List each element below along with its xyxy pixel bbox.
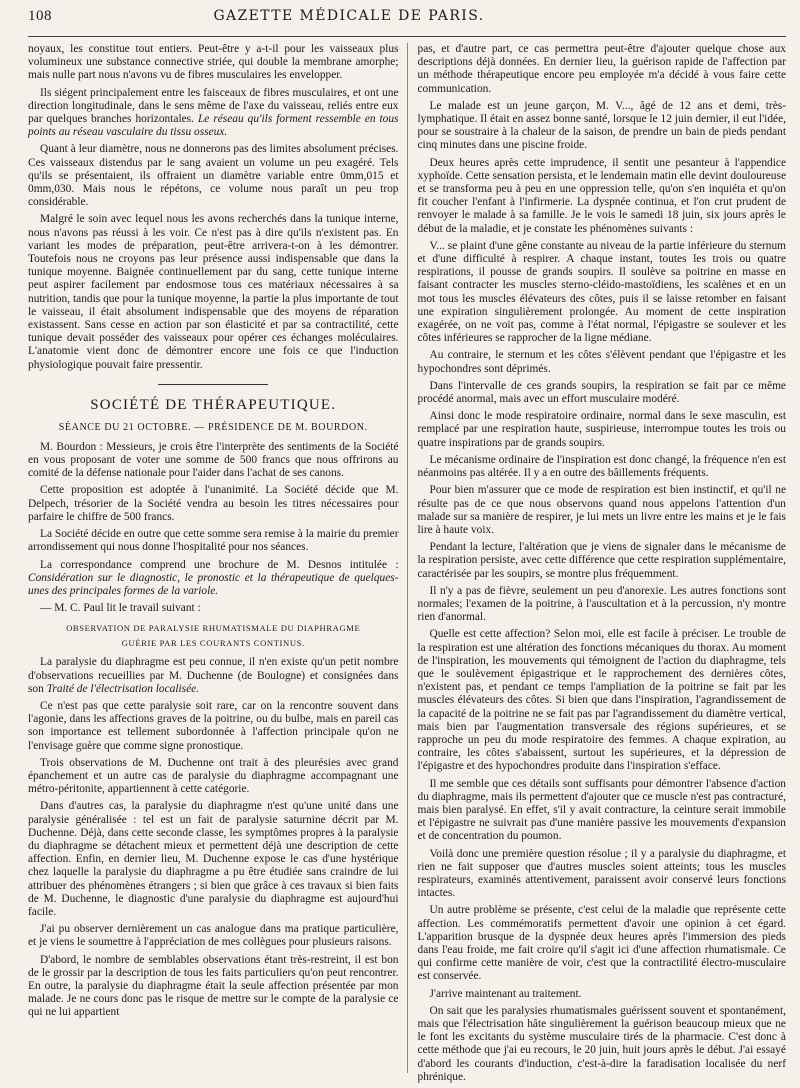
running-head: GAZETTE MÉDICALE DE PARIS. [213, 8, 485, 24]
session-heading: SÉANCE DU 21 OCTOBRE. — PRÉSIDENCE DE M. BOURDON. [58, 421, 368, 433]
page-number: 108 [28, 8, 52, 24]
paragraph: noyaux, les constitue tout entiers. Peut-être y a-t-il pour les vaisseaux plus volumineux une substance connective striée, qui double la membrane amorphe; mais nulle part nous n'avons vu de fibres musculaires les envelopper. [28, 43, 399, 82]
paragraph: Dans d'autres cas, la paralysie du diaphragme n'est qu'une unité dans une paralysie généralisée : tel est un fait de paralysie saturnine décrit par M. Duchenne. Déjà, dans cette seconde classe, les symptômes propres à la paralysie du diaphragme se détachent mieux et permettent déjà une description de cette affection. Enfin, en dernier lieu, M. Duchenne expose le cas d'une hystérique chez laquelle la paralysie du diaphragme a pu être étudiée sans craindre de lui attribuer des phénomènes étrangers ; si bien que grâce à ces travaux si bien faits de M. Duchenne, le diagnostic d'une paralysie du diaphragme est aujourd'hui facile. [28, 800, 399, 918]
paragraph: Voilà donc une première question résolue ; il y a paralysie du diaphragme, et rien ne fait supposer que d'autres muscles soient atteints; tous les muscles respirateurs, examinés attentivement, paraissent avoir conservé leurs fonctions intactes. [417, 847, 786, 900]
paragraph [28, 656, 399, 696]
paragraph: Deux heures après cette imprudence, il sentit une pesanteur à l'appendice xyphoïde. Cette sensation persista, et le lendemain matin elle devint douloureuse et se transforma peu à peu en une oppression telle, qu'on s'en inquiéta et qu'on fit coucher l'enfant à l'infirmerie. La dyspnée continua, et l'on crut prudent de renvoyer le malade à sa famille. Je le vois le samedi 18 juin, six jours après le début de la maladie, et je constate les phénomènes suivants : [417, 156, 786, 235]
italic-text: Considération sur le diagnostic, le pronostic et la thérapeutique de quelques-unes des principales formes de la variole. [28, 571, 399, 597]
text-run: La paralysie du diaphragme est peu connue, il n'en existe qu'un petit nombre d'observations recueillies par M. Duchenne (de Boulogne) et consignées dans son [28, 656, 399, 695]
paragraph: Pour bien m'assurer que ce mode de respiration est bien instinctif, et qu'il ne résulte pas de ce que nous observons quand nous appelons l'attention d'un malade sur sa manière de respirer, je lui mets un livre entre les mains et je le fais lire à haute voix. [417, 484, 786, 536]
paragraph: La Société décide en outre que cette somme sera remise à la mairie du premier arrondissement qui nous donne l'hospitalité pour nos séances. [28, 528, 399, 554]
paragraph: Le mécanisme ordinaire de l'inspiration est donc changé, la fréquence n'en est néanmoins pas altérée. Il y a en outre des bâillements fréquents. [417, 453, 786, 480]
paragraph: Trois observations de M. Duchenne ont trait à des pleurésies avec grand épanchement et un autre cas de paralysie du diaphragme accompagnant une métro-péritonite, appartiennent à cette catégorie. [28, 756, 399, 796]
paragraph: J'arrive maintenant au traitement. [429, 987, 582, 1000]
paragraph: Au contraire, le sternum et les côtes s'élèvent pendant que l'épigastre et les hypochondres sont déprimés. [417, 349, 786, 375]
text-columns [28, 43, 786, 1083]
observation-title: OBSERVATION DE PARALYSIE RHUMATISMALE DU DIAPHRAGME [66, 623, 361, 634]
paragraph: Dans l'intervalle de ces grands soupirs, la respiration se fait par ce même procédé anormal, mais avec un effort musculaire modéré. [417, 379, 786, 406]
paragraph: Quant à leur diamètre, nous ne donnerons pas des limites absolument précises. Ces vaisseaux distendus par le sang avaient un volume un peu exagéré. Tels qu'ils se présentaient, ils offraient un diamètre variable entre 0mm,015 et 0mm,030. Mais nous le répétons, ce volume nous paraît un peu trop considérable. [28, 143, 399, 209]
paragraph: Ce n'est pas que cette paralysie soit rare, car on la rencontre souvent dans l'agonie, dans les affections graves de la poitrine, ou du bulbe, mais en pareil cas son importance est tellement subordonnée à l'affection principale qu'on ne l'envisage guère que comme signe pronostique. [28, 699, 399, 752]
paragraph: Quelle est cette affection? Selon moi, elle est facile à préciser. Le trouble de la respiration est une altération des fonctions mécaniques du thorax. Au moment de l'inspiration, les mouvements qui témoignent de l'action du diaphragme, tels que le soulèvement épigastrique et le rapprochement des dernières côtes, n'existent pas, et pendant ce temps l'ampliation de la poitrine se fait par les muscles élévateurs des côtes. Si bien que dans l'inspiration, l'agrandissement de la capacité de la poitrine ne se fait pas par l'agrandissement du diamètre vertical, mais bien par l'augmentation transversale des régions supérieures, et se rapproche un peu du mode respiratoire des femmes. A chaque expiration, au contraire, les côtes s'abaissent, surtout les supérieures, et la dépression de l'épigastre et des hypochondres produite dans l'inspiration s'efface. [417, 628, 786, 773]
header-rule [28, 36, 786, 37]
paragraph: Pendant la lecture, l'altération que je viens de signaler dans le mécanisme de la respiration persiste, avec cette différence que cette respiration supplémentaire, caractérisée par les soupirs, se montre plus fréquemment. [417, 541, 786, 580]
paragraph: Il me semble que ces détails sont suffisants pour démontrer l'absence d'action du diaphragme, mais ils permettent d'ajouter que ce muscle n'est pas contracturé, mais bien paralysé. En effet, s'il y avait contracture, la ceinture serait immobile et l'épigastre ne suivrait pas d'une manière passive les mouvements d'expansion et de concentration du poumon. [417, 777, 786, 843]
paragraph: — M. C. Paul lit le travail suivant : [40, 602, 201, 615]
paragraph [28, 87, 399, 140]
paragraph: D'abord, le nombre de semblables observations étant très-restreint, il est bon de le grossir par la description de tous les faits particuliers qu'on peut rencontrer. En outre, la paralysie du diaphragme était la seule affection présentée par mon malade. Je ne cours donc pas le risque de mettre sur le compte de la paralysie ce qui ne lui appartient [28, 953, 399, 1019]
right-column [408, 43, 787, 1083]
paragraph: Ainsi donc le mode respiratoire ordinaire, normal dans le sexe masculin, est remplacé par une respiration haute, suspirieuse, interrompue toutes les trois ou quatre inspirations par de grands soupirs. [417, 410, 786, 449]
italic-text: Le réseau qu'ils forment ressemble en tous points au réseau vasculaire du tissu osseux. [28, 113, 399, 139]
paragraph: Il n'y a pas de fièvre, seulement un peu d'anorexie. Les autres fonctions sont normales; l'examen de la poitrine, à l'auscultation et à la percussion, n'y montre rien d'anormal. [417, 584, 786, 624]
paragraph: pas, et d'autre part, ce cas permettra peut-être d'ajouter quelque chose aux descriptions déjà données. En dernier lieu, la guérison rapide de l'affection par un méthode thérapeutique encore peu employée m'a décidé à vous faire cette communication. [417, 43, 786, 95]
paragraph: Malgré le soin avec lequel nous les avons recherchés dans la tunique interne, nous n'avons pas réussi à les voir. Ce n'est pas à dire qu'ils n'existent pas. En variant les modes de préparation, peut-être arrivera-t-on à les démontrer. Toutefois nous ne croyons pas leur présence aussi indispensable que dans la tunique moyenne. Baignée continuellement par du sang, cette tunique interne peut aspirer facilement par endosmose tous ces matériaux nécessaires à sa nutrition, tandis que pour la tunique moyenne, la partie la plus importante de tout le vaisseau, il était absolument indispensable que des moyens de réparation existassent. Sans cesse en action par son élasticité et par sa contractilité, cette tunique devait posséder des vaisseaux pour opérer ces échanges moléculaires. L'anatomie vient donc de démontrer encore une fois ce que l'induction physiologique pouvait faire pressentir. [28, 213, 399, 371]
text-run: La correspondance comprend une brochure de M. Desnos intitulée : [40, 558, 399, 571]
paragraph [28, 559, 399, 599]
left-column [28, 43, 408, 1073]
paragraph: On sait que les paralysies rhumatismales guérissent souvent et spontanément, mais que l'électrisation hâte singulièrement la guérison beaucoup mieux que ne le font les excitants du système musculaire tirés de la pharmacie. C'est donc à cette méthode que j'ai eu recours, le 20 juin, huit jours après le début. J'ai essayé d'abord les courants d'induction, c'est-à-dire la faradisation localisée du nerf phrénique. [417, 1004, 786, 1083]
section-divider [158, 384, 268, 385]
observation-subtitle: GUÉRIE PAR LES COURANTS CONTINUS. [121, 638, 305, 649]
italic-text: Traité de l'électrisation localisée. [46, 682, 200, 695]
paragraph: Cette proposition est adoptée à l'unanimité. La Société décide que M. Delpech, trésorier de la Société vendra au besoin les titres nécessaires pour parfaire le chiffre de 500 francs. [28, 484, 399, 523]
paragraph: Le malade est un jeune garçon, M. V..., âgé de 12 ans et demi, très-lymphatique. Il était en assez bonne santé, lorsque le 12 juin dernier, il eut l'idée, pour se soustraire à la chaleur de la saison, de prendre un bain de pieds pendant cinq minutes dans une piscine froide. [417, 99, 786, 152]
paragraph: J'ai pu observer dernièrement un cas analogue dans ma pratique particulière, et je viens le soumettre à l'appréciation de mes collègues pour plusieurs raisons. [28, 923, 399, 949]
text-run: Ils siégent principalement entre les faisceaux de fibres musculaires, et ont une direction longitudinale, dans le sens même de l'axe du vaisseau, reliés entre eux par quelques branches horizontales. [28, 86, 399, 126]
paragraph: V... se plaint d'une gêne constante au niveau de la partie inférieure du sternum et d'une difficulté à respirer. A chaque instant, toutes les trois ou quatre respirations, il pousse de grands soupirs. Il soulève sa poitrine en masse en faisant contracter les muscles sterno-cléido-mastoïdiens, les scalènes et en un mot tous les muscles élévateurs des côtes, puis il se laisse retomber en faisant une expiration singulièrement prolongée. Au moment de cette inspiration exagérée, on ne voit pas, comme à l'état normal, l'épigastre se soulever et les côtes inférieures se rapprocher de la ligne médiane. [417, 239, 786, 345]
paragraph: M. Bourdon : Messieurs, je crois être l'interprète des sentiments de la Société en vous proposant de voter une somme de 500 francs que nous offrirons au comité de la défense nationale pour l'aider dans l'achat de ses canons. [28, 440, 399, 480]
section-title: SOCIÉTÉ DE THÉRAPEUTIQUE. [90, 396, 337, 413]
paragraph: Un autre problème se présente, c'est celui de la maladie que représente cette affection. Les commémoratifs permettent d'avoir une opinion à cet égard. L'apparition brusque de la dyspnée deux heures après l'immersion des pieds dans l'eau froide, me fait croire qu'il s'agit ici d'une affection rhumatismale. Ce qui confirme cette manière de voir, c'est que la contractilité électro-musculaire est conservée. [417, 904, 786, 983]
